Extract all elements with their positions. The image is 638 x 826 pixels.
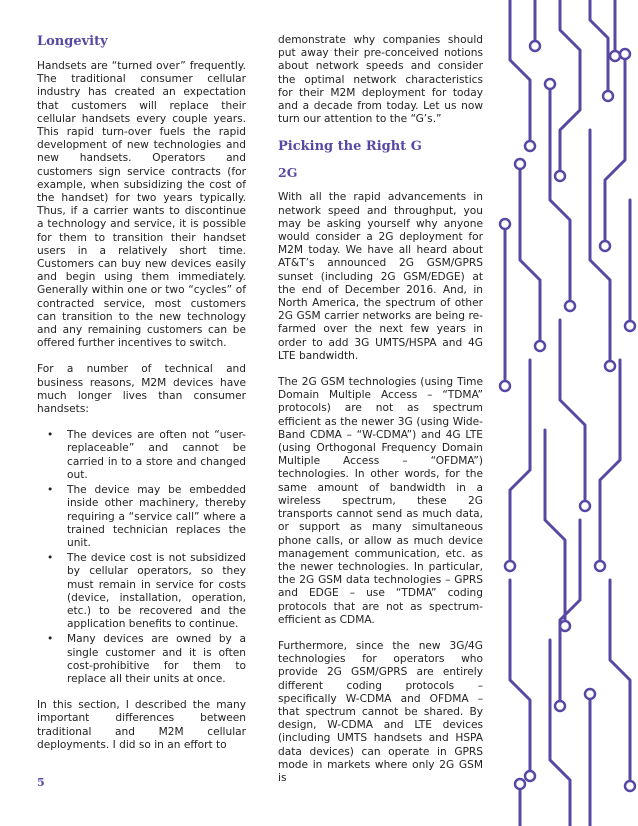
section-heading-longevity: Longevity bbox=[37, 34, 108, 49]
paragraph: With all the rapid advancements in network speed and throughput, you may be asking yourself why anyone would consider a 2G deployment for M2M today. We have all heard about AT&T’s announced 2G GSM/GPRS sunset (including 2G GSM/EDGE) at the end of December 2016. And, in North America, the spectrum of other 2G GSM carrier networks are being re-farmed over the next few years in order to add 3G UMTS/HSPA and 4G LTE bandwidth. bbox=[278, 191, 483, 362]
list-item: • The device may be embedded inside other machinery, thereby requiring a “service call” where a trained technician replaces the unit. bbox=[37, 484, 246, 550]
paragraph: The 2G GSM technologies (using Time Domain Multiple Access – “TDMA” protocols) are not as spectrum efficient as the newer 3G (using Wide-Band CDMA – “W-CDMA”) and 4G LTE (using Orthogonal Frequency Domain Multiple Access – “OFDMA”) technologies. In other words, for the same amount of bandwidth in a wireless spectrum, these 2G transports cannot send as much data, or support as many simultaneous phone calls, or allow as much device management communication, etc. as the newer technologies. In particular, the 2G GSM data technologies – GPRS and EDGE – use “TDMA” coding protocols that are not as spectrum-efficient as CDMA. bbox=[278, 376, 483, 626]
bullet-list bbox=[37, 429, 246, 686]
subheading-2g: 2G bbox=[278, 165, 298, 181]
list-item: • The device cost is not subsidized by cellular operators, so they must remain in service for costs (device, installation, operation, etc.) to be recovered and the application benefits to continue. bbox=[37, 552, 246, 631]
page-number: 5 bbox=[37, 776, 45, 789]
paragraph: For a number of technical and business reasons, M2M devices have much longer lives than consumer handsets: bbox=[37, 363, 246, 416]
paragraph: Furthermore, since the new 3G/4G technologies for operators who provide 2G GSM/GPRS are entirely different coding protocols – specifically W-CDMA and OFDMA – that spectrum cannot be shared. By design, W-CDMA and LTE devices (including UMTS handsets and HSPA data devices) can operate in GPRS mode in markets where only 2G GSM is bbox=[278, 639, 483, 784]
section-heading-picking-the-right-g: Picking the Right G bbox=[278, 139, 422, 155]
paragraph: In this section, I described the many important differences between traditional and M2M cellular deployments. I did so in an effort to bbox=[37, 699, 246, 751]
right-column bbox=[278, 34, 483, 798]
left-column bbox=[37, 34, 246, 765]
list-item: • Many devices are owned by a single customer and it is often cost-prohibitive for them to replace all their units at once. bbox=[37, 633, 246, 686]
circuit-board-decoration bbox=[490, 0, 638, 826]
paragraph: Handsets are “turned over” frequently. The traditional consumer cellular industry has created an expectation that customers will replace their cellular handsets every couple years. This rapid turn-over fuels the rapid development of new technologies and new handsets. Operators and customers sign service contracts (for example, when subsidizing the cost of the handset) for two years typically. Thus, if a carrier wants to discontinue a technology and service, it is possible for them to transition their handset users in a relatively short time. Customers can buy new devices easily and begin using them immediately. Generally within one or two “cycles” of contracted service, most customers can transition to the new technology and any remaining customers can be offered further incentives to switch. bbox=[37, 60, 246, 350]
list-item: • The devices are often not “user-replaceable” and cannot be carried in to a store and changed out. bbox=[37, 429, 246, 482]
paragraph-continued: demonstrate why companies should put away their pre-conceived notions about network speeds and consider the optimal network characteristics for their M2M deployment for today and a decade from today. Let us now turn our attention to the “G’s.” bbox=[278, 34, 483, 126]
